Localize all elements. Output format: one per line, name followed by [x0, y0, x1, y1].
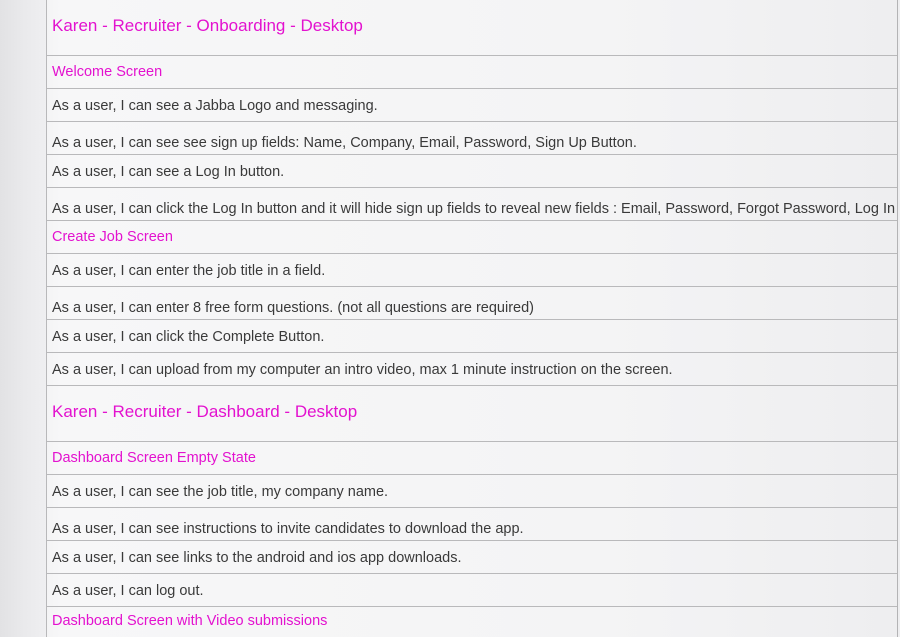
story-row	[47, 574, 898, 607]
story-row	[47, 188, 898, 221]
screen-title-dashboard-empty	[47, 442, 898, 475]
story-text: As a user, I can see a Log In button.	[52, 164, 285, 180]
story-text: As a user, I can see instructions to invite candidates to download the app.	[52, 521, 524, 537]
story-row	[47, 541, 898, 574]
story-text: As a user, I can log out.	[52, 583, 204, 599]
section-title-text: Karen - Recruiter - Onboarding - Desktop	[52, 16, 363, 35]
story-row	[47, 353, 898, 386]
sheet-right-border	[897, 0, 898, 637]
section-title-text: Karen - Recruiter - Dashboard - Desktop	[52, 402, 358, 421]
story-text: As a user, I can see a Jabba Logo and messaging.	[52, 98, 378, 114]
screen-title-dashboard-videos	[47, 607, 898, 637]
screen-title-text: Create Job Screen	[52, 229, 173, 245]
story-text: As a user, I can see the job title, my company name.	[52, 484, 389, 500]
story-text: As a user, I can enter the job title in a field.	[52, 263, 326, 279]
section-title-dashboard	[47, 386, 898, 442]
story-row	[47, 508, 898, 541]
screen-title-create-job	[47, 221, 898, 254]
section-title-onboarding	[47, 0, 898, 56]
story-text: As a user, I can click the Complete Button.	[52, 329, 325, 345]
left-gutter	[0, 0, 47, 637]
story-row	[47, 155, 898, 188]
story-text: As a user, I can click the Log In button and it will hide sign up fields to reveal new fields : Email, Password, Forgot Password, Log In	[52, 201, 896, 217]
story-text: As a user, I can see see sign up fields: Name, Company, Email, Password, Sign Up Button.	[52, 135, 637, 151]
story-row	[47, 89, 898, 122]
story-row	[47, 320, 898, 353]
user-stories-sheet	[46, 0, 900, 637]
story-row	[47, 287, 898, 320]
story-text: As a user, I can see links to the android and ios app downloads.	[52, 550, 462, 566]
screen-title-text: Dashboard Screen with Video submissions	[52, 613, 328, 629]
screen-title-text: Dashboard Screen Empty State	[52, 450, 256, 466]
screen-title-text: Welcome Screen	[52, 64, 163, 80]
story-row	[47, 475, 898, 508]
screen-title-welcome	[47, 56, 898, 89]
story-row	[47, 122, 898, 155]
story-row	[47, 254, 898, 287]
story-text: As a user, I can enter 8 free form questions. (not all questions are required)	[52, 300, 534, 316]
story-text: As a user, I can upload from my computer an intro video, max 1 minute instruction on the screen.	[52, 362, 673, 378]
